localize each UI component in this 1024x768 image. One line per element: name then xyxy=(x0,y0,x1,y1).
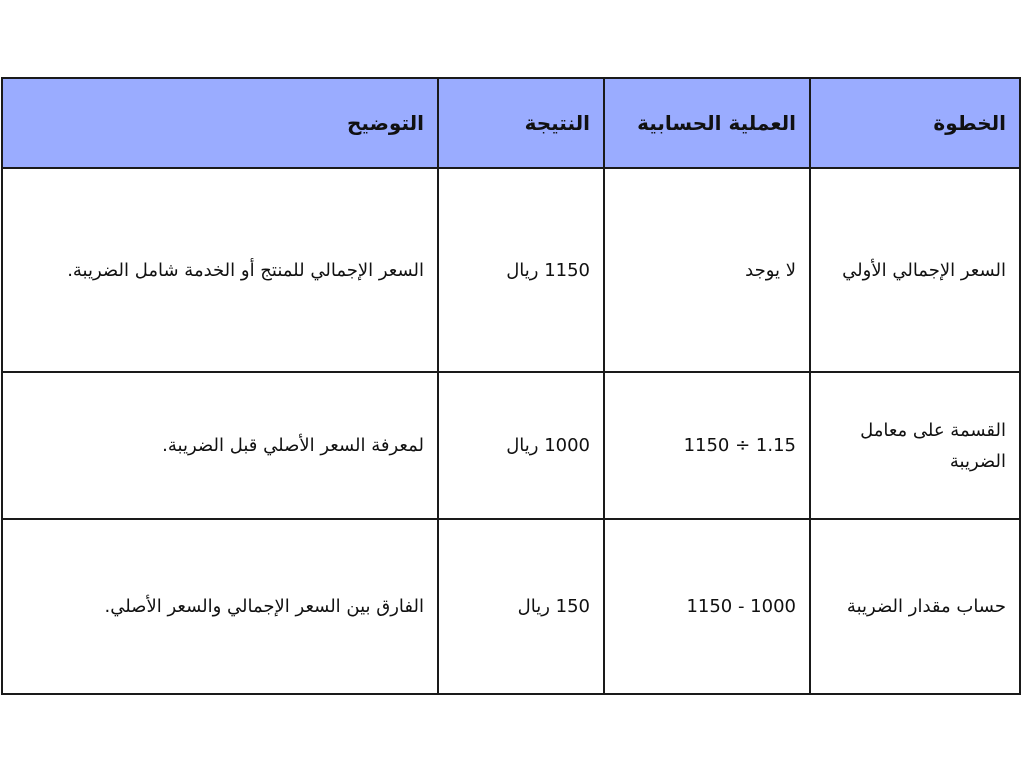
cell-operation xyxy=(604,372,810,519)
table-row xyxy=(2,372,1020,519)
cell-result: 1000 ريال xyxy=(438,372,604,519)
table-row xyxy=(2,519,1020,694)
cell-result: 150 ريال xyxy=(438,519,604,694)
header-step: الخطوة xyxy=(810,78,1020,168)
table-row xyxy=(2,168,1020,372)
cell-operation: لا يوجد xyxy=(604,168,810,372)
header-operation: العملية الحسابية xyxy=(604,78,810,168)
cell-step: حساب مقدار الضريبة xyxy=(810,519,1020,694)
cell-step: السعر الإجمالي الأولي xyxy=(810,168,1020,372)
header-result: النتيجة xyxy=(438,78,604,168)
cell-explanation: لمعرفة السعر الأصلي قبل الضريبة. xyxy=(2,372,438,519)
cell-operation xyxy=(604,519,810,694)
cell-step: القسمة على معامل الضريبة xyxy=(810,372,1020,519)
vat-steps-table xyxy=(1,77,1021,695)
table-header-row xyxy=(2,78,1020,168)
operation-expression: 1150 ÷ 1.15 xyxy=(683,435,796,456)
header-explanation: التوضيح xyxy=(2,78,438,168)
operation-expression: 1150 - 1000 xyxy=(686,596,796,617)
cell-result: 1150 ريال xyxy=(438,168,604,372)
cell-explanation: الفارق بين السعر الإجمالي والسعر الأصلي. xyxy=(2,519,438,694)
cell-explanation: السعر الإجمالي للمنتج أو الخدمة شامل الضريبة. xyxy=(2,168,438,372)
